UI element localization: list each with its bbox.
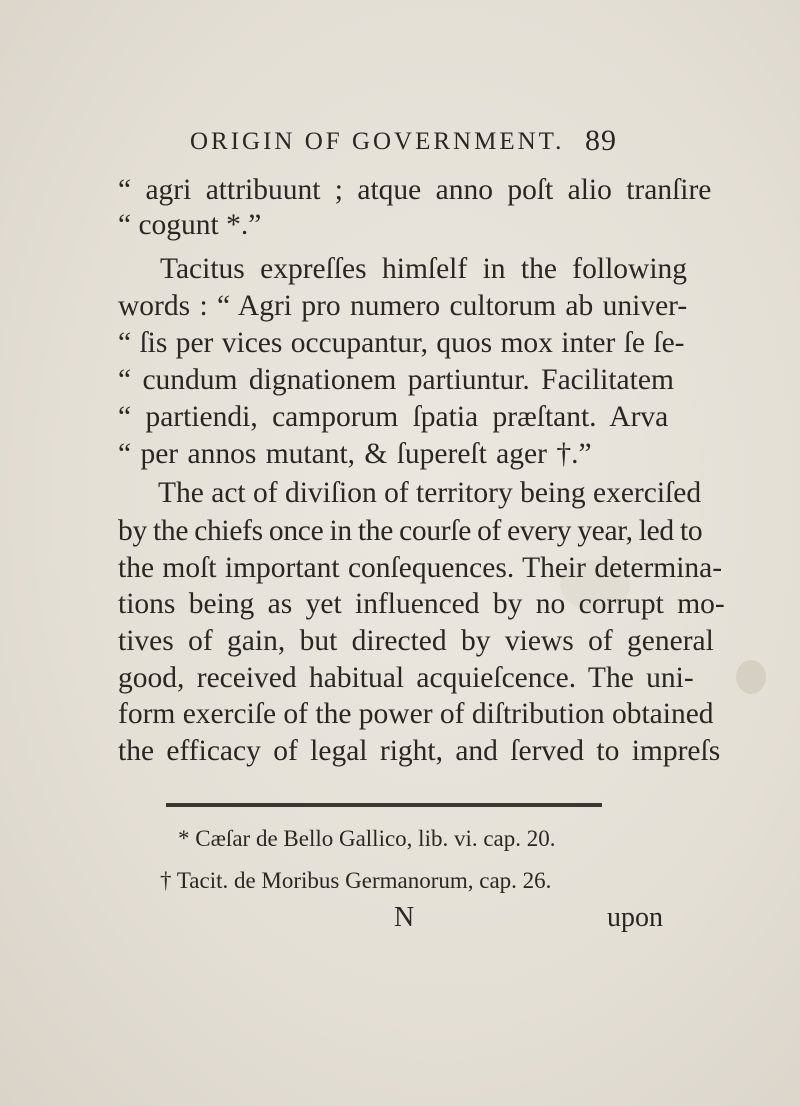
text-line: “ per annos mutant, & ſupereſt ager †.” xyxy=(118,438,592,470)
running-title: ORIGIN OF GOVERNMENT. xyxy=(190,128,565,155)
text-line: “ ſis per vices occupantur, quos mox inter ſe ſe- xyxy=(118,327,685,359)
catchword: upon xyxy=(607,902,663,933)
text-line: the moſt important conſequences. Their determina- xyxy=(118,552,723,584)
footnote-rule xyxy=(166,803,602,807)
footnote: † Tacit. de Moribus Germanorum, cap. 26. xyxy=(160,868,552,893)
text-line: “ agri attribuunt ; atque anno poſt alio tranſire xyxy=(118,174,712,206)
text-line: good, received habitual acquieſcence. The uni- xyxy=(118,662,694,694)
text-line: tions being as yet influenced by no corrupt mo- xyxy=(118,588,725,620)
text-line: the efficacy of legal right, and ſerved to impreſs xyxy=(118,735,721,767)
page-number: 89 xyxy=(585,124,617,157)
running-header xyxy=(185,118,745,168)
footnote: * Cæſar de Bello Gallico, lib. vi. cap. 20. xyxy=(178,826,556,851)
text-line: words : “ Agri pro numero cultorum ab univer- xyxy=(118,290,688,322)
text-line: “ cogunt *.” xyxy=(118,209,262,241)
text-line: by the chiefs once in the courſe of every year, led to xyxy=(118,515,703,547)
text-line: “ cundum dignationem partiuntur. Facilitatem xyxy=(118,364,674,396)
text-line: “ partiendi, camporum ſpatia præſtant. Arva xyxy=(118,401,669,433)
text-line: tives of gain, but directed by views of general xyxy=(118,625,714,657)
paper-stain xyxy=(736,660,766,694)
text-line: The act of diviſion of territory being exerciſed xyxy=(158,477,702,509)
text-line: Tacitus expreſſes himſelf in the following xyxy=(160,253,688,285)
text-line: form exerciſe of the power of diſtribution obtained xyxy=(118,698,714,730)
signature-mark: N xyxy=(394,902,415,933)
